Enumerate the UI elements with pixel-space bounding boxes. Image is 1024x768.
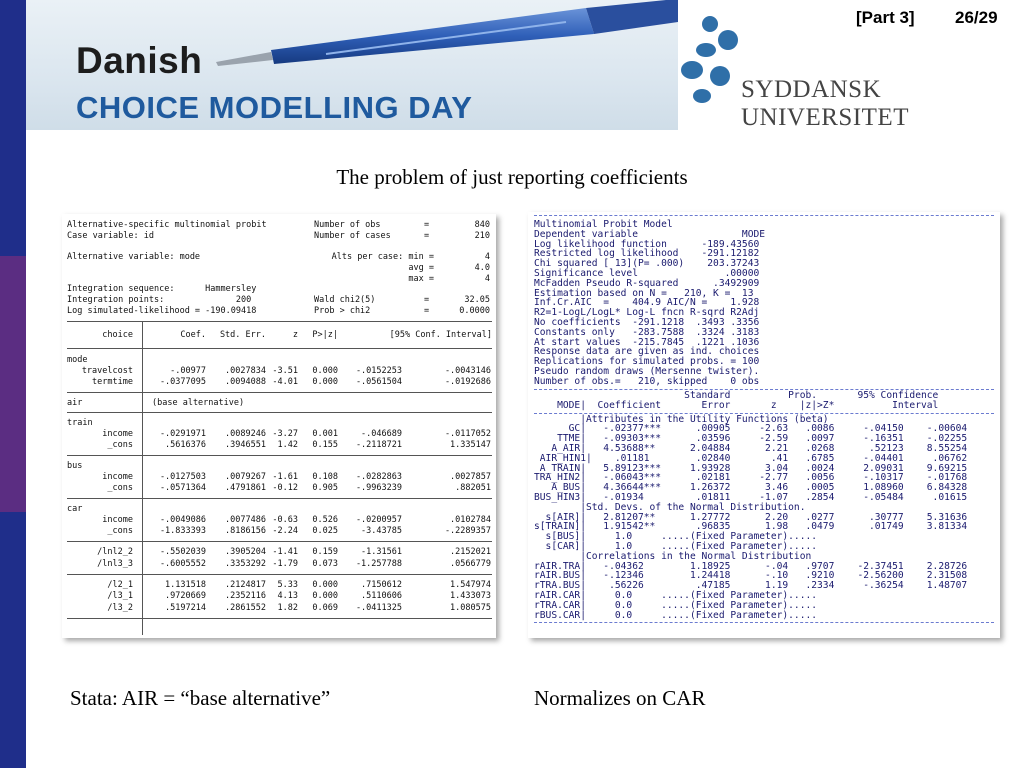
stata-table-cell: -.0127503 [159, 471, 206, 482]
nlogit-header-line: R2=1-LogL/LogL* Log-L fncn R-sqrd R2Adj [534, 307, 760, 319]
table-rule [67, 541, 492, 542]
nlogit-table-line: TTME| -.09303*** .03596 -2.59 .0097 -.16351 -.02255 [534, 433, 968, 445]
stata-table-cell: income [102, 471, 133, 482]
table-rule [67, 455, 492, 456]
stata-group-name: car [67, 504, 83, 514]
stata-group-name: air [67, 398, 83, 409]
stata-table-cell: -3.27 [272, 428, 298, 439]
stata-table-cell: 0.000 [312, 365, 338, 376]
stata-table-cell: 0.526 [312, 514, 338, 525]
stata-table-cell: 1.433073 [450, 591, 491, 602]
table-rule [67, 574, 492, 575]
stata-table-cell: travelcost [81, 365, 133, 376]
stata-table-cell: 0.000 [312, 377, 338, 388]
nlogit-table-line: BUS_HIN3| -.01934 .01811 -1.07 .2854 -.05484 .01615 [534, 492, 968, 503]
stata-table-cell: -.00977 [170, 365, 206, 376]
nlogit-table-line: rAIR.BUS| -.12346 1.24418 -.10 .9210 -2.56200 2.31508 [534, 570, 968, 582]
nlogit-table-line: rAIR.CAR| 0.0 .....(Fixed Parameter)..... [534, 590, 818, 601]
nlogit-table-line: A_BUS| 4.36644*** 1.26372 3.46 .0005 1.08960 6.84328 [534, 482, 968, 494]
stata-table-cell: -1.31561 [361, 547, 402, 558]
stata-header-line: Integration sequence: Hammersley [67, 284, 257, 295]
table-rule [67, 412, 492, 413]
stata-col-header: [95% Conf. Interval] [389, 330, 492, 340]
nlogit-header-line: Estimation based on N = 210, K = 13 [534, 287, 754, 299]
stata-table-cell: .2352116 [225, 591, 266, 602]
university-name: SYDDANSK UNIVERSITET [741, 76, 909, 131]
stata-table-cell: -.0377095 [159, 377, 206, 388]
stata-table-cell: -.0117052 [444, 428, 491, 439]
stata-table-cell: .4791861 [225, 483, 266, 494]
nlogit-table-line: rBUS.CAR| 0.0 .....(Fixed Parameter)..... [534, 609, 818, 621]
stata-stat-value: 4.0 [474, 262, 490, 273]
nlogit-table-line: GC| -.02377*** .00905 -2.63 .0086 -.04150 -.00604 [534, 423, 968, 435]
stata-table-cell: .0566779 [450, 558, 491, 569]
nlogit-table-line: s[CAR]| 1.0 .....(Fixed Parameter)..... [534, 541, 818, 552]
stata-table-cell: .0077486 [225, 514, 266, 525]
stata-stat-label: Prob > chi2 [314, 305, 371, 316]
header-title-line1: Danish [76, 40, 203, 81]
stata-table-cell: .0094088 [225, 377, 266, 388]
stata-header-line: Log simulated-likelihood = -190.09418 [67, 305, 257, 316]
stata-stat-value: 4 [484, 252, 490, 263]
stata-stat-label: max = [408, 273, 434, 284]
nlogit-col-header: MODE| Coefficient Error z |z|>Z* Interval [534, 399, 939, 411]
nlogit-header-line: No coefficients -291.1218 .3493 .3356 [534, 317, 760, 328]
slide-title: The problem of just reporting coefficients [336, 165, 688, 189]
stata-stat-value: 4 [484, 273, 490, 284]
stata-table-cell: .3946551 [225, 440, 266, 451]
nlogit-table-line: A_TRAIN| 5.89123*** 1.93928 3.04 .0024 2.09031 9.69215 [534, 462, 968, 474]
nlogit-header-line: Pseudo random draws (Mersenne twister). [534, 366, 760, 377]
stata-table-cell: .2152021 [450, 547, 491, 558]
nlogit-table-line: TRA_HIN2| -.06043*** .02181 -2.77 .0056 -.10317 -.01768 [534, 472, 968, 484]
nlogit-table-line: s[AIR]| 2.81207** 1.27772 2.20 .0277 .30777 5.31636 [534, 511, 968, 523]
stata-group-name: train [67, 417, 93, 428]
stata-table-cell: 0.000 [312, 591, 338, 602]
stata-table-cell: .5616376 [165, 440, 206, 451]
stata-table-cell: .882051 [455, 483, 491, 494]
stata-table-cell: _cons [107, 483, 133, 494]
nlogit-table-line: rTRA.CAR| 0.0 .....(Fixed Parameter)..... [534, 599, 818, 611]
table-rule [67, 618, 492, 619]
nlogit-table-line: A_AIR| 4.53688** 2.04884 2.21 .0268 .52123 8.55254 [534, 443, 968, 454]
stata-table-cell: -2.24 [272, 526, 298, 537]
stata-table-cell: .3353292 [225, 558, 266, 569]
stata-header-line: Alternative-specific multinomial probit [67, 220, 267, 230]
nlogit-table-line: rTRA.BUS| .56226 .47185 1.19 .2334 -.36254 1.48707 [534, 580, 968, 592]
stata-stat-label: Number of obs [314, 220, 381, 230]
nlogit-dashed-rule [534, 215, 994, 216]
stata-table-cell: -.0152253 [355, 365, 402, 376]
nlogit-header-line: Inf.Cr.AIC = 404.9 AIC/N = 1.928 [534, 297, 760, 309]
nlogit-header-line: Significance level .00000 [534, 268, 760, 279]
stata-table-cell: /lnl3_3 [97, 558, 133, 569]
table-rule [67, 348, 492, 349]
stata-table-cell: 0.108 [312, 471, 338, 482]
nlogit-col-header: Standard Prob. 95% Confidence [534, 389, 939, 401]
stata-table-cell: _cons [107, 440, 133, 451]
stata-table-cell: 0.025 [312, 526, 338, 537]
stata-header-line: Integration points: 200 [67, 294, 252, 305]
stata-table-cell: .2124817 [225, 579, 266, 590]
stata-table-cell: -.046689 [361, 428, 402, 439]
stata-table-cell: 4.13 [277, 591, 298, 602]
stata-table-cell: /l2_1 [107, 579, 133, 590]
stata-table-cell: -.0411325 [355, 602, 402, 613]
stata-stat-label: Wald chi2(5) [314, 294, 376, 305]
nlogit-header-line: McFadden Pseudo R-squared .3492909 [534, 277, 760, 289]
stata-group-name: mode [67, 355, 88, 365]
stata-stat-value: 840 [474, 220, 490, 230]
nlogit-header-line: Dependent variable MODE [534, 228, 766, 240]
sidebar-segment-middle [0, 256, 26, 512]
stata-table-cell: 1.080575 [450, 602, 491, 613]
stata-table-cell: income [102, 428, 133, 439]
stata-stat-eq: = [424, 220, 430, 230]
stata-table-cell: 1.547974 [450, 579, 491, 590]
stata-table-cell: -3.43785 [361, 526, 402, 537]
nlogit-table-line: s[BUS]| 1.0 .....(Fixed Parameter)..... [534, 531, 818, 543]
stata-table-cell: -.2118721 [355, 440, 402, 451]
table-rule [67, 321, 492, 322]
stata-table-cell: 0.905 [312, 483, 338, 494]
nlogit-table-line: rAIR.TRA| -.04362 1.18925 -.04 .9707 -2.37451 2.28726 [534, 560, 968, 572]
stata-stat-eq: = [424, 294, 430, 305]
nlogit-header-line: Chi squared [ 13](P= .000) 203.37243 [534, 258, 760, 270]
stata-stat-eq: = [424, 305, 430, 316]
nlogit-header-line: Response data are given as ind. choices [534, 346, 760, 358]
stata-col-header: z [292, 330, 298, 340]
stata-table-cell: .8186156 [225, 526, 266, 537]
stata-table-cell: 0.073 [312, 558, 338, 569]
caption-right: Normalizes on CAR [534, 686, 706, 710]
stata-table-cell: 0.001 [312, 428, 338, 439]
nlogit-table-line: AIR_HIN1| .01181 .02840 .41 .6785 -.04401 .06762 [534, 452, 968, 464]
stata-col-header: P>|z| [312, 330, 338, 340]
stata-table-cell: .5110606 [361, 591, 402, 602]
stata-header-line: Case variable: id [67, 230, 154, 241]
nlogit-dashed-rule [534, 622, 994, 623]
stata-table-cell: -1.41 [272, 547, 298, 558]
stata-col-header: Std. Err. [219, 330, 266, 340]
stata-table-cell: -.0200957 [355, 514, 402, 525]
stata-table-cell: income [102, 514, 133, 525]
sidebar-color-bar [0, 0, 26, 768]
stata-table-cell: .0027857 [450, 471, 491, 482]
stata-stat-label: Alts per case: min = [331, 252, 434, 263]
stata-stat-label: avg = [408, 262, 434, 273]
stata-table-cell: 5.33 [277, 579, 298, 590]
stata-table-cell: -.6005552 [159, 558, 206, 569]
table-rule [67, 498, 492, 499]
stata-table-cell: -.0282863 [355, 471, 402, 482]
stata-table-cell: 1.131518 [165, 579, 206, 590]
stata-table-cell: 1.82 [277, 602, 298, 613]
stata-stat-value: 32.05 [464, 294, 490, 305]
stata-table-cell: .0027834 [225, 365, 266, 376]
stata-table-cell: -.5502039 [159, 547, 206, 558]
stata-table-cell: -1.79 [272, 558, 298, 569]
sidebar-segment-bottom [0, 512, 26, 768]
stata-table-cell: .3905204 [225, 547, 266, 558]
table-rule [67, 392, 492, 393]
stata-table-cell: .9720669 [165, 591, 206, 602]
stata-table-cell: .5197214 [165, 602, 206, 613]
nlogit-header-line: Multinomial Probit Model [534, 219, 673, 230]
nlogit-header-line: Log likelihood function -189.43560 [534, 238, 760, 250]
stata-table-cell: /lnl2_2 [97, 547, 133, 558]
stata-table-cell: 0.159 [312, 547, 338, 558]
stata-table-cell: .0089246 [225, 428, 266, 439]
stata-stat-value: 210 [474, 230, 490, 241]
stata-table-cell: 1.42 [277, 440, 298, 451]
stata-table-cell: -3.51 [272, 365, 298, 376]
stata-table-cell: -1.257788 [355, 558, 402, 569]
stata-group-name: bus [67, 460, 83, 471]
stata-table-cell: _cons [107, 526, 133, 537]
stata-table-cell: /l3_1 [107, 591, 133, 602]
page-number: 26/29 [955, 8, 998, 27]
stata-table-cell: -0.12 [272, 483, 298, 494]
nlogit-table-line: |Correlations in the Normal Distribution [534, 550, 812, 562]
stata-table-cell: -0.63 [272, 514, 298, 525]
stata-table-cell: 0.000 [312, 579, 338, 590]
stata-col-header: Coef. [180, 330, 206, 340]
stata-table-cell: -.0049086 [159, 514, 206, 525]
sidebar-segment-top [0, 0, 26, 256]
stata-stat-label: Number of cases [314, 230, 391, 241]
stata-table-cell: .7150612 [361, 579, 402, 590]
stata-table-cell: 0.155 [312, 440, 338, 451]
stata-table-cell: 0.069 [312, 602, 338, 613]
stata-table-cell: -1.833393 [159, 526, 206, 537]
part-label: [Part 3] [856, 8, 915, 27]
caption-left: Stata: AIR = “base alternative” [70, 686, 331, 710]
nlogit-output-panel [528, 212, 1000, 638]
stata-table-cell: .0102784 [450, 514, 491, 525]
stata-table-cell: 1.335147 [450, 440, 491, 451]
nlogit-header-line: Number of obs.= 210, skipped 0 obs [534, 375, 760, 387]
nlogit-header-line: Constants only -283.7588 .3324 .3183 [534, 326, 760, 338]
stata-table-cell: -.2289357 [444, 526, 491, 537]
stata-table-cell: -.0192686 [444, 377, 491, 388]
nlogit-header-line: Restricted log likelihood -291.12182 [534, 248, 760, 260]
header-title-line2: CHOICE MODELLING DAY [76, 90, 473, 125]
nlogit-table-line: |Attributes in the Utility Functions (beta) [534, 413, 829, 425]
stata-table-cell: termtime [92, 377, 133, 388]
stata-table-cell: -.0291971 [159, 428, 206, 439]
nlogit-header-line: At start values -215.7845 .1221 .1036 [534, 336, 760, 348]
stata-output-panel [62, 214, 496, 638]
stata-col-header: choice [102, 330, 133, 340]
stata-table-cell: /l3_2 [107, 602, 133, 613]
stata-stat-value: 0.0000 [459, 305, 490, 316]
nlogit-table-line: s[TRAIN]| 1.91542** .96835 1.98 .0479 .01749 3.81334 [534, 521, 968, 533]
stata-table-cell: -4.01 [272, 377, 298, 388]
stata-table-cell: -.9963239 [355, 483, 402, 494]
stata-stat-eq: = [424, 230, 430, 241]
nlogit-header-line: Replications for simulated probs. = 100 [534, 356, 760, 368]
nlogit-table-line: |Std. Devs. of the Normal Distribution. [534, 501, 806, 513]
stata-group-note: (base alternative) [152, 398, 245, 409]
stata-table-cell: -1.61 [272, 471, 298, 482]
stata-table-cell: -.0043146 [444, 365, 491, 376]
header-banner [26, 0, 678, 130]
stata-table-cell: -.0561504 [355, 377, 402, 388]
stata-header-line: Alternative variable: mode [67, 252, 201, 263]
stata-table-cell: .0079267 [225, 471, 266, 482]
university-logo-icon [680, 10, 750, 120]
stata-table-cell: -.0571364 [159, 483, 206, 494]
stata-table-cell: .2861552 [225, 602, 266, 613]
